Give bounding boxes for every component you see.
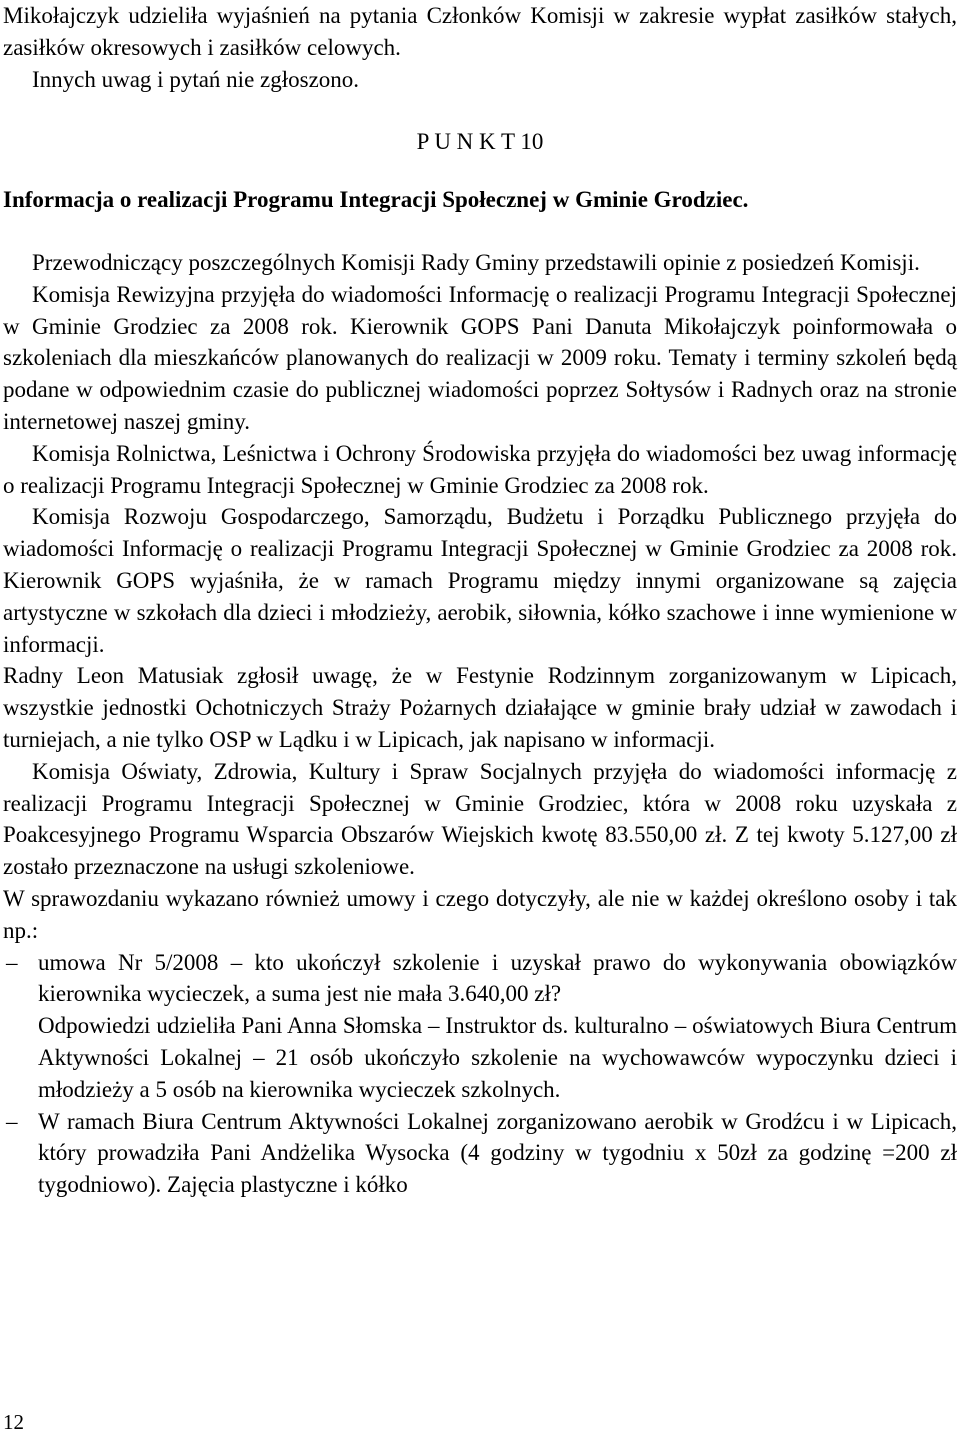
paragraph-opinions: Przewodniczący poszczególnych Komisji Rady Gminy przedstawili opinie z posiedzeń Komisji. (32, 249, 920, 275)
list-item-text: W ramach Biura Centrum Aktywności Lokalnej zorganizowano aerobik w Grodźcu i w Lipicach, który prowadziła Pani Andżelika Wysocka (4 godziny w tygodniu x 50zł za godzinę =200 zł tygodniowo). Zajęcia plastyczne i kółko (38, 1108, 957, 1198)
paragraph-komisja-rewizyjna: Komisja Rewizyjna przyjęła do wiadomości Informację o realizacji Programu Integracji Społecznej w Gminie Grodziec za 2008 rok. Kierownik GOPS Pani Danuta Mikołajczyk poinformowała o szkoleniach dla mieszkańców planowanych do realizacji w 2009 roku. Tematy i terminy szkoleń będą podane w odpowiednim czasie do publicznej wiadomości poprzez Sołtysów i Radnych oraz na stronie internetowej naszej gminy. (3, 281, 957, 434)
section-title: Informacja o realizacji Programu Integracji Społecznej w Gminie Grodziec. (3, 187, 749, 213)
paragraph-komisja-oswiaty: Komisja Oświaty, Zdrowia, Kultury i Spraw Socjalnych przyjęła do wiadomości informację z realizacji Programu Integracji Społecznej w Gminie Grodziec, która w 2008 roku uzyskała z Poakcesyjnego Programu Wsparcia Obszarów Wiejskich kwotę 83.550,00 zł. Z tej kwoty 5.127,00 zł zostało przeznaczone na usługi szkoleniowe. (3, 758, 957, 880)
paragraph-komisja-rozwoju: Komisja Rozwoju Gospodarczego, Samorządu, Budżetu i Porządku Publicznego przyjęła do wiadomości Informację o realizacji Programu Integracji Społecznej w Gminie Grodziec za 2008 rok. Kierownik GOPS wyjaśniła, że w ramach Programu między innymi organizowane są zajęcia artystyczne w szkołach dla dzieci i młodzieży, aerobik, siłownia, kółko szachowe i inne wymienione w informacji. (3, 504, 957, 657)
paragraph-no-remarks: Innych uwag i pytań nie zgłoszono. (32, 66, 360, 92)
list-item (3, 947, 957, 1106)
remarks-list (3, 947, 957, 1201)
paragraph-komisja-rolnictwa: Komisja Rolnictwa, Leśnictwa i Ochrony Środowiska przyjęła do wiadomości bez uwag informację o realizacji Programu Integracji Społecznej w Gminie Grodziec za 2008 rok. (3, 440, 957, 498)
section-heading-punkt: P U N K T 10 (416, 129, 544, 155)
list-item (3, 1106, 957, 1201)
list-marker: – (6, 1108, 18, 1134)
list-item-answer: Odpowiedzi udzieliła Pani Anna Słomska – Instruktor ds. kulturalno – oświatowych Biura Centrum Aktywności Lokalnej – 21 osób ukończyło szkolenie na wychowawców wypoczynku dzieci i młodzieży a 5 osób na kierownika wycieczek szkolnych. (38, 1013, 957, 1102)
paragraph-radny-matusiak: Radny Leon Matusiak zgłosił uwagę, że w Festynie Rodzinnym zorganizowanym w Lipicach, wszystkie jednostki Ochotniczych Straży Pożarnych działające w gminie brały udział w zawodach i turniejach, a nie tylko OSP w Lądku i w Lipicach, jak napisano w informacji. (3, 663, 957, 752)
document-body (3, 0, 957, 1201)
paragraph-intro: Mikołajczyk udzieliła wyjaśnień na pytania Członków Komisji w zakresie wypłat zasiłków stałych, zasiłków okresowych i zasiłków celowych. (3, 3, 957, 60)
page-number: 12 (3, 1410, 24, 1434)
paragraph-sprawozdanie: W sprawozdaniu wykazano również umowy i czego dotyczyły, ale nie w każdej określono osoby i tak np.: (3, 885, 957, 943)
list-marker: – (6, 949, 18, 975)
list-item-text: umowa Nr 5/2008 – kto ukończył szkolenie i uzyskał prawo do wykonywania obowiązków kierownika wycieczek, a suma jest nie mała 3.640,00 zł? (38, 949, 957, 1007)
